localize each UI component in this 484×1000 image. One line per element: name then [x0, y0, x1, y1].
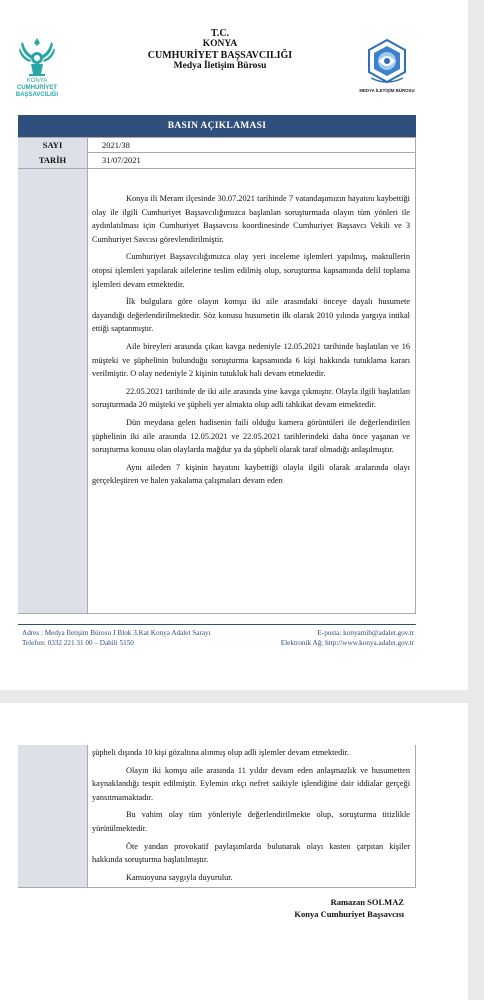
media-office-emblem-icon — [365, 38, 409, 88]
paragraph: İlk bulgulara göre olayın komşu iki aile arasındaki önceye dayalı husumete dayandığı değerlendirilmektedir. Söz konusu husumetin ilk olarak 2010 yılında yargıya intikal ettiği saptanmıştır. — [92, 297, 410, 334]
tarih-value: 31/07/2021 — [102, 155, 141, 165]
logo-left — [12, 36, 62, 102]
header-tc: T.C. — [210, 28, 230, 39]
sayi-label: SAYI — [18, 138, 88, 153]
meta-row-sayi — [18, 137, 416, 153]
header-medya-burosu: Medya İletişim Bürosu — [173, 61, 267, 71]
footer-email: E-posta: konyamib@adalet.gov.tr — [317, 629, 414, 637]
paragraph: Cumhuriyet Başsavcılığımızca olay yeri inceleme işlemleri yapılmış, maktullerin otopsi işlemleri yapılarak ailelerine teslim edilmiş olup, soruşturma kapsamında delil toplama işlemleri devam etmektedir. — [92, 252, 410, 289]
content-bottom-border — [18, 613, 416, 614]
paragraph: Konya ili Meram ilçesinde 30.07.2021 tarihinde 7 vatandaşımızın hayatını kaybettiği olay ile ilgili Cumhuriyet Başsavcılığımızca başlatılan soruşturmada olayın tüm yönleri ile aydınlatılması için Cumhuriyet Başsavcısı koordinesinde Cumhuriyet Başsavcı Vekili ve 3 Cumhuriyet Savcısı görevlendirilmiştir. — [92, 194, 410, 244]
sayi-value: 2021/38 — [102, 140, 130, 150]
footer-web: Elektronik Ağ: http://www.konya.adalet.gov.tr — [280, 639, 414, 647]
logo-left-bassavciligi: BAŞSAVCILIĞI — [15, 92, 59, 98]
eagle-emblem-icon — [17, 36, 57, 78]
left-margin-column — [18, 169, 88, 613]
logo-left-cumhuriyet: CUMHURİYET — [17, 85, 57, 91]
logo-left-konya: KONYA — [26, 78, 48, 84]
left-margin-column-page2 — [18, 745, 88, 887]
footer — [22, 628, 414, 648]
header-bassavcilik: CUMHURİYET BAŞSAVCILIĞI — [147, 50, 293, 61]
footer-rule — [18, 624, 416, 625]
paragraph: Kamuoyuna saygıyla duyurulur. — [126, 872, 233, 882]
logo-right — [358, 38, 416, 104]
header-titles — [80, 28, 360, 72]
logo-right-caption: MEDYA İLETİŞİM BÜROSU — [359, 88, 415, 93]
press-release-body-page1 — [92, 192, 410, 488]
press-release-title-bar: BASIN AÇIKLAMASI — [18, 115, 416, 137]
header-konya: KONYA — [202, 39, 238, 49]
paragraph: Aile bireyleri arasında çıkan kavga nedeniyle 12.05.2021 tarihinde başlatılan ve 16 müşteki ve şüphelinin bulunduğu soruşturma kapsamında 6 kişi hakkında tutuklama kararı verilmiştir. O olay nedeniyle 2 kişinin tutukluk hali devam etmektedir. — [92, 341, 410, 379]
meta-row-tarih — [18, 153, 416, 169]
paragraph: Bu vahim olay tüm yönleriyle değerlendirilmekte olup, soruşturma titizlikle yürütülmektedir. — [92, 810, 410, 833]
paragraph: Aynı aileden 7 kişinin hayatını kaybettiği olayla ilgili olarak aralarında olayı gerçekleştiren ve halen yakalama çalışmaları devam eden — [92, 462, 410, 486]
paragraph: Dün meydana gelen hadisenin faili olduğu kamera görüntüleri ile değerlendirilen şüphelinin iki aile arasında 12.05.2021 ve 22.05.2021 tarihlerindeki daha önce yaşanan ve soruşturma konusu olan olaylarda mağdur ya da şüpheli olarak taraf olmadığı anlaşılmıştır. — [92, 417, 410, 455]
paragraph: Öte yandan provokatif paylaşımlarda bulunarak olayı kasten çarpıtan kişiler hakkında soruşturma başlatılmıştır. — [92, 841, 410, 865]
signature-block — [294, 896, 404, 920]
signature-name: Ramazan SOLMAZ — [330, 897, 404, 907]
paragraph: Olayın iki komşu aile arasında 11 yıldır devam eden anlaşmazlık ve husumetten kaynaklandığı tespit edilmiştir. Eylemin ırkçı nefret saikiyle işlendiğine dair iddialar gerçeği yansıtmamaktadır. — [92, 765, 410, 802]
footer-phone: Telefon: 0332 221 31 00 – Dahili 5150 — [22, 639, 134, 647]
footer-address: Adres : Medya İletişim Bürosu J Blok 3.Kat Konya Adalet Sarayı — [22, 629, 211, 637]
document-page-2 — [0, 703, 468, 1000]
paragraph: 22.05.2021 tarihinde de iki aile arasında yine kavga çıkmıştır. Olayla ilgili başlatılan soruşturmada 20 müşteki ve şüpheli yer almakta olup adli tahkikat devam etmektedir. — [92, 386, 410, 410]
tarih-label: TARİH — [18, 153, 88, 168]
footer-contact — [281, 628, 414, 648]
press-release-body-page2 — [92, 746, 410, 888]
paragraph: şüpheli dışında 10 kişi gözaltına alınmış olup adli işlemler devam etmektedir. — [92, 748, 349, 757]
signature-title: Konya Cumhuriyet Başsavcısı — [294, 909, 404, 919]
content-bottom-border-page2 — [18, 887, 416, 888]
